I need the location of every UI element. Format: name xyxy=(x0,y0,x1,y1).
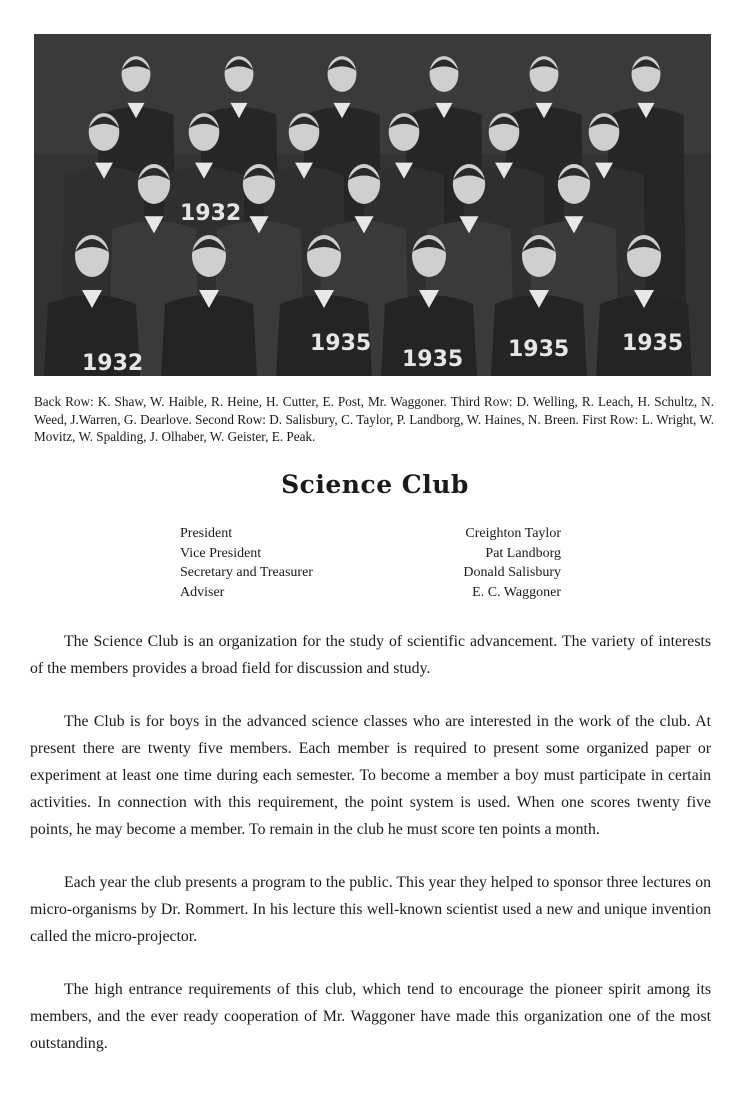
officer-name: Donald Salisbury xyxy=(463,565,561,581)
sweater-number: 1935 xyxy=(508,337,570,362)
article-body xyxy=(30,628,711,1083)
officer-row xyxy=(180,544,561,564)
sweater-number: 1935 xyxy=(402,347,464,372)
officer-role: Secretary and Treasurer xyxy=(180,565,313,581)
sweater-number: 1932 xyxy=(180,201,242,226)
photo-caption: Back Row: K. Shaw, W. Haible, R. Heine, H. Cutter, E. Post, Mr. Waggoner. Third Row: D. Welling, R. Leach, H. Schultz, N. Weed, J.Warren, G. Dearlove. Second Row: D. Salisbury, C. Taylor, P. Landborg, W. Haines, N. Breen. First Row: L. Wright, W. Movitz, W. Spalding, J. Olhaber, W. Geister, E. Peak. xyxy=(34,394,714,445)
officers-list xyxy=(180,524,561,603)
sweater-number: 1935 xyxy=(310,331,372,356)
officer-row xyxy=(180,563,561,583)
paragraph: Each year the club presents a program to the public. This year they helped to sponsor three lectures on micro-organisms by Dr. Rommert. In his lecture this well-known scientist used a new and unique invention called the micro-projector. xyxy=(30,874,711,945)
officer-name: Creighton Taylor xyxy=(465,526,561,541)
paragraph: The Club is for boys in the advanced science classes who are interested in the work of the club. At present there are twenty five members. Each member is required to present some organized paper or experiment at least one time during each semester. To become a member a boy must participate in certain activities. In connection with this requirement, the point system is used. When one scores twenty five points, he may become a member. To remain in the club he must score ten points a month. xyxy=(30,713,711,838)
officer-name: E. C. Waggoner xyxy=(472,585,561,601)
paragraph: The high entrance requirements of this club, which tend to encourage the pioneer spirit among its members, and the ever ready cooperation of Mr. Waggoner have made this organization one of the most outstanding. xyxy=(30,981,711,1052)
sweater-number: 1935 xyxy=(622,331,684,356)
paragraph: The Science Club is an organization for the study of scientific advancement. The variety of interests of the members provides a broad field for discussion and study. xyxy=(30,633,711,677)
officer-row xyxy=(180,524,561,544)
officer-name: Pat Landborg xyxy=(485,545,561,561)
group-photo xyxy=(34,34,711,376)
officer-role: President xyxy=(180,526,233,541)
page-title: Science Club xyxy=(281,470,469,499)
sweater-number: 1932 xyxy=(82,351,144,376)
officer-row xyxy=(180,583,561,603)
group-photo-illustration xyxy=(34,34,711,376)
officer-role: Adviser xyxy=(180,585,225,601)
officer-role: Vice President xyxy=(180,545,262,561)
